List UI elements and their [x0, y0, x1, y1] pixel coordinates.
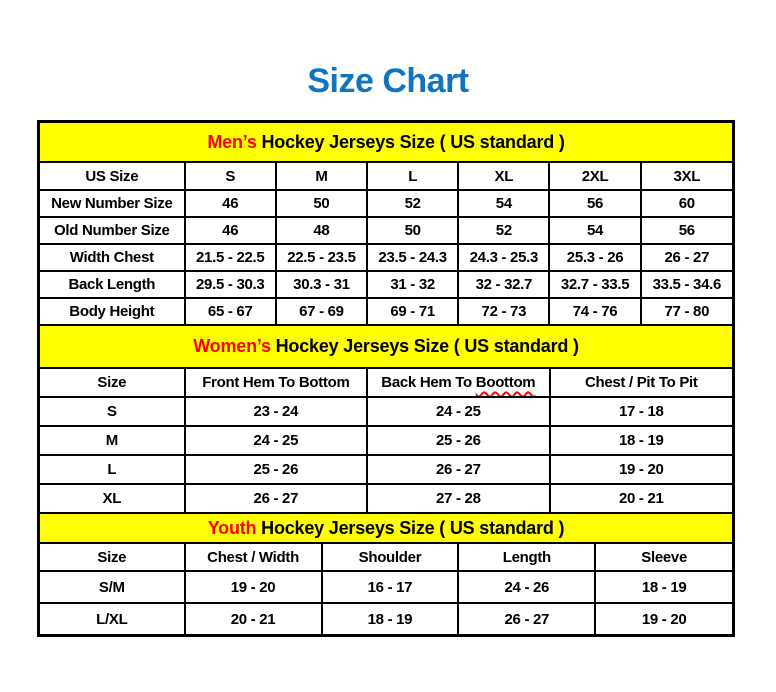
value-cell: 19 - 20 — [595, 603, 732, 634]
table-row — [40, 571, 732, 603]
value-cell: 30.3 - 31 — [276, 271, 367, 298]
row-label-cell: New Number Size — [40, 190, 185, 217]
value-cell: 21.5 - 22.5 — [185, 244, 276, 271]
row-label-cell: S — [40, 397, 185, 426]
table-row — [40, 190, 732, 217]
value-cell: 26 - 27 — [641, 244, 732, 271]
value-cell: 26 - 27 — [185, 484, 367, 512]
value-cell: 26 - 27 — [458, 603, 595, 634]
band-accent-word: Women’s — [193, 336, 271, 356]
value-cell: 33.5 - 34.6 — [641, 271, 732, 298]
value-cell: 17 - 18 — [550, 397, 732, 426]
value-cell: 20 - 21 — [550, 484, 732, 512]
table-row — [40, 426, 732, 455]
column-header-cell: Chest / Width — [185, 544, 322, 571]
value-cell: 29.5 - 30.3 — [185, 271, 276, 298]
value-cell: 56 — [641, 217, 732, 244]
row-label-cell: Back Length — [40, 271, 185, 298]
column-header-cell: 3XL — [641, 163, 732, 190]
value-cell: 48 — [276, 217, 367, 244]
value-cell: 23 - 24 — [185, 397, 367, 426]
value-cell: 52 — [458, 217, 549, 244]
row-label-cell: L/XL — [40, 603, 185, 634]
header-row — [40, 369, 732, 397]
value-cell: 52 — [367, 190, 458, 217]
value-cell: 19 - 20 — [185, 571, 322, 603]
band-accent-word: Men’s — [207, 131, 257, 152]
value-cell: 23.5 - 24.3 — [367, 244, 458, 271]
value-cell: 77 - 80 — [641, 298, 732, 324]
size-table-mens — [40, 163, 732, 324]
value-cell: 67 - 69 — [276, 298, 367, 324]
table-row — [40, 244, 732, 271]
column-header-cell: 2XL — [549, 163, 640, 190]
row-label-cell: Old Number Size — [40, 217, 185, 244]
column-header-cell — [367, 369, 549, 397]
page-title: Size Chart — [307, 62, 469, 100]
column-header-cell: Front Hem To Bottom — [185, 369, 367, 397]
value-cell: 16 - 17 — [322, 571, 459, 603]
table-row — [40, 217, 732, 244]
value-cell: 25 - 26 — [367, 426, 549, 455]
value-cell: 31 - 32 — [367, 271, 458, 298]
value-cell: 26 - 27 — [367, 455, 549, 484]
value-cell: 65 - 67 — [185, 298, 276, 324]
value-cell: 18 - 19 — [595, 571, 732, 603]
table-row — [40, 298, 732, 324]
value-cell: 56 — [549, 190, 640, 217]
band-label: Hockey Jerseys Size ( US standard ) — [256, 517, 565, 538]
section-band-mens — [40, 123, 732, 163]
value-cell: 32 - 32.7 — [458, 271, 549, 298]
row-label-cell: Width Chest — [40, 244, 185, 271]
header-text: Back Hem To — [381, 374, 476, 391]
value-cell: 46 — [185, 217, 276, 244]
value-cell: 27 - 28 — [367, 484, 549, 512]
column-header-cell: M — [276, 163, 367, 190]
value-cell: 74 - 76 — [549, 298, 640, 324]
column-header-cell: Length — [458, 544, 595, 571]
band-label: Hockey Jerseys Size ( US standard ) — [256, 131, 565, 152]
value-cell: 60 — [641, 190, 732, 217]
column-header-cell: US Size — [40, 163, 185, 190]
row-label-cell: XL — [40, 484, 185, 512]
column-header-cell: Chest / Pit To Pit — [550, 369, 732, 397]
table-row — [40, 397, 732, 426]
column-header-cell: Shoulder — [322, 544, 459, 571]
band-accent-word: Youth — [207, 517, 257, 538]
value-cell: 46 — [185, 190, 276, 217]
band-label: Hockey Jerseys Size ( US standard ) — [270, 336, 579, 356]
value-cell: 32.7 - 33.5 — [549, 271, 640, 298]
value-cell: 19 - 20 — [550, 455, 732, 484]
table-row — [40, 484, 732, 512]
spellcheck-squiggle-word: Boottom — [475, 374, 536, 391]
row-label-cell: M — [40, 426, 185, 455]
table-row — [40, 603, 732, 634]
value-cell: 24.3 - 25.3 — [458, 244, 549, 271]
value-cell: 54 — [549, 217, 640, 244]
value-cell: 18 - 19 — [322, 603, 459, 634]
value-cell: 50 — [367, 217, 458, 244]
value-cell: 72 - 73 — [458, 298, 549, 324]
value-cell: 50 — [276, 190, 367, 217]
row-label-cell: Body Height — [40, 298, 185, 324]
value-cell: 18 - 19 — [550, 426, 732, 455]
size-table-youth — [40, 544, 732, 634]
size-table-womens — [40, 369, 732, 512]
section-band-womens — [40, 324, 732, 369]
column-header-cell: XL — [458, 163, 549, 190]
header-row — [40, 544, 732, 571]
column-header-cell: Size — [40, 544, 185, 571]
column-header-cell: S — [185, 163, 276, 190]
column-header-cell: Size — [40, 369, 185, 397]
value-cell: 20 - 21 — [185, 603, 322, 634]
value-cell: 69 - 71 — [367, 298, 458, 324]
column-header-cell: L — [367, 163, 458, 190]
header-row — [40, 163, 732, 190]
section-band-youth — [40, 512, 732, 544]
size-chart-wrapper — [37, 120, 735, 637]
value-cell: 24 - 25 — [185, 426, 367, 455]
value-cell: 22.5 - 23.5 — [276, 244, 367, 271]
table-row — [40, 271, 732, 298]
column-header-cell: Sleeve — [595, 544, 732, 571]
row-label-cell: L — [40, 455, 185, 484]
value-cell: 24 - 25 — [367, 397, 549, 426]
value-cell: 24 - 26 — [458, 571, 595, 603]
value-cell: 25.3 - 26 — [549, 244, 640, 271]
value-cell: 54 — [458, 190, 549, 217]
table-row — [40, 455, 732, 484]
row-label-cell: S/M — [40, 571, 185, 603]
value-cell: 25 - 26 — [185, 455, 367, 484]
